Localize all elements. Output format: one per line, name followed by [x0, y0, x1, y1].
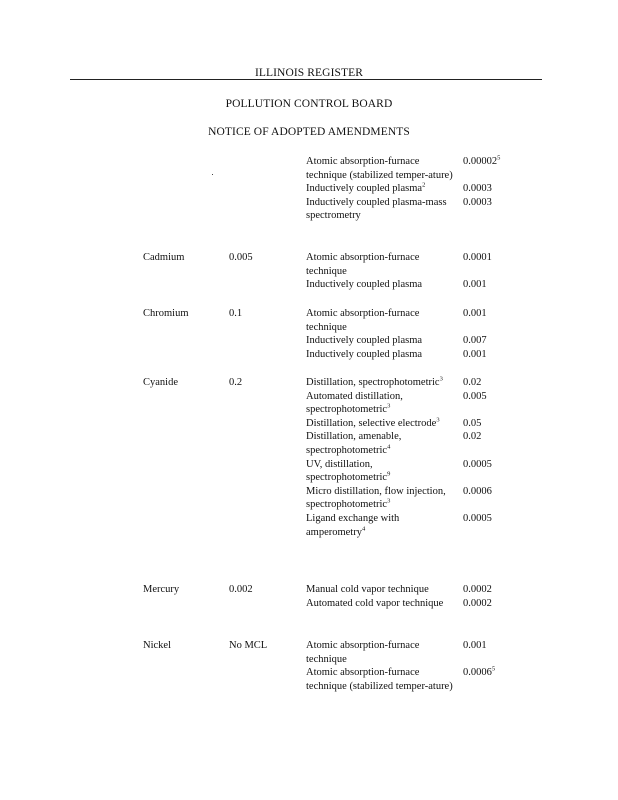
detection-limit-text: 0.001	[463, 348, 487, 360]
detection-limit	[463, 583, 543, 597]
footnote-marker: 5	[491, 665, 496, 673]
mcl-value: 0.1	[229, 308, 243, 319]
method-name-text: Ligand exchange with amperometry	[306, 512, 400, 538]
detection-limit	[463, 348, 543, 362]
method-name	[306, 334, 456, 348]
method-name	[306, 639, 456, 666]
method-entry	[306, 417, 606, 431]
method-name-text: Manual cold vapor technique	[306, 584, 429, 595]
notice-title: NOTICE OF ADOPTED AMENDMENTS	[208, 126, 410, 138]
method-name	[306, 376, 456, 390]
detection-limit-text: 0.001	[463, 308, 487, 319]
method-entry	[306, 196, 606, 223]
header-divider	[70, 79, 542, 80]
method-name	[306, 512, 456, 539]
footnote-marker: 3	[436, 416, 440, 424]
detection-limit-text: 0.0002	[463, 584, 492, 595]
detection-limit	[463, 390, 543, 404]
method-entry	[306, 182, 606, 196]
method-name-text: Atomic absorption-furnace technique	[306, 640, 420, 665]
method-name	[306, 430, 456, 457]
footnote-marker: 5	[497, 154, 501, 162]
detection-limit-text: 0.0006	[463, 667, 492, 679]
detection-limit-text: 0.001	[463, 279, 487, 291]
method-name-text: Atomic absorption-furnace technique (stabilized temper-ature)	[306, 667, 453, 692]
method-name-text: Distillation, selective electrode	[306, 417, 437, 429]
mcl-value: No MCL	[229, 640, 268, 651]
method-entry	[306, 512, 606, 539]
footnote-marker: 2	[422, 181, 426, 189]
method-entry	[306, 485, 606, 512]
method-list	[306, 639, 606, 693]
analyte-name: Mercury	[143, 584, 180, 595]
detection-limit-text: 0.005	[463, 390, 487, 402]
method-entry	[306, 307, 606, 334]
method-entry	[306, 583, 606, 597]
method-entry	[306, 666, 606, 693]
method-name	[306, 155, 456, 182]
method-entry	[306, 390, 606, 417]
footnote-marker: 3	[387, 497, 391, 505]
method-name-text: Micro distillation, flow injection, spectrophotometric	[306, 485, 446, 511]
detection-limit	[463, 196, 543, 210]
scan-speck	[212, 174, 213, 175]
detection-limit-text: 0.0002	[463, 597, 492, 609]
mcl-value: 0.2	[229, 377, 243, 388]
detection-limit	[463, 666, 543, 680]
method-name	[306, 485, 456, 512]
detection-limit-text: 0.0005	[463, 512, 492, 524]
method-name	[306, 251, 456, 278]
method-name-text: Inductively coupled plasma	[306, 279, 423, 291]
analyte-name: Nickel	[143, 640, 171, 651]
method-name	[306, 666, 456, 693]
detection-limit-text: 0.02	[463, 431, 482, 443]
detection-limit	[463, 278, 543, 292]
footnote-marker: 9	[387, 470, 391, 478]
detection-limit-text: 0.0005	[463, 458, 492, 470]
detection-limit	[463, 430, 543, 444]
method-name-text: Distillation, spectrophotometric	[306, 377, 440, 388]
detection-limit	[463, 458, 543, 472]
board-title: POLLUTION CONTROL BOARD	[225, 98, 393, 110]
method-name-text: Inductively coupled plasma	[306, 183, 423, 195]
method-entry	[306, 155, 606, 182]
method-list	[306, 155, 606, 223]
footnote-marker: 4	[361, 525, 366, 533]
method-name	[306, 307, 456, 334]
method-list	[306, 307, 606, 361]
detection-limit	[463, 485, 543, 499]
method-name	[306, 417, 456, 431]
method-name-text: UV, distillation, spectrophotometric	[306, 458, 388, 484]
analyte-name: Cyanide	[143, 377, 178, 388]
method-name-text: Inductively coupled plasma	[306, 335, 423, 347]
detection-limit	[463, 376, 543, 390]
footnote-marker: 3	[387, 402, 391, 410]
method-name-text: Atomic absorption-furnace technique (stabilized temper-ature)	[306, 156, 453, 181]
mcl-value: 0.005	[229, 252, 253, 263]
method-entry	[306, 348, 606, 362]
detection-limit	[463, 597, 543, 611]
detection-limit-text: 0.001	[463, 640, 487, 651]
method-list	[306, 376, 606, 539]
method-entry	[306, 430, 606, 457]
detection-limit-text: 0.02	[463, 377, 482, 388]
detection-limit	[463, 155, 543, 169]
method-name	[306, 458, 456, 485]
detection-limit-text: 0.05	[463, 417, 482, 429]
method-name	[306, 278, 456, 292]
method-name	[306, 583, 456, 597]
method-name-text: Atomic absorption-furnace technique	[306, 252, 420, 277]
method-name-text: Automated cold vapor technique	[306, 597, 444, 609]
method-name-text: Automated distillation, spectrophotometric	[306, 390, 403, 416]
method-name-text: Inductively coupled plasma	[306, 348, 423, 360]
detection-limit	[463, 251, 543, 265]
footnote-marker: 3	[439, 375, 443, 383]
detection-limit	[463, 334, 543, 348]
method-entry	[306, 376, 606, 390]
method-list	[306, 251, 606, 292]
detection-limit-text: 0.0001	[463, 252, 492, 263]
mcl-value: 0.002	[229, 584, 253, 595]
method-name	[306, 196, 456, 223]
method-name-text: Inductively coupled plasma-mass spectrometry	[306, 196, 447, 222]
detection-limit	[463, 307, 543, 321]
detection-limit-text: 0.007	[463, 335, 487, 347]
method-entry	[306, 251, 606, 278]
register-title: ILLINOIS REGISTER	[254, 67, 364, 79]
detection-limit-text: 0.00002	[463, 156, 498, 167]
method-entry	[306, 334, 606, 348]
method-name	[306, 597, 456, 611]
detection-limit-text: 0.0006	[463, 485, 492, 497]
method-entry	[306, 597, 606, 611]
analyte-name: Chromium	[143, 308, 189, 319]
method-entry	[306, 278, 606, 292]
detection-limit-text: 0.0003	[463, 183, 492, 195]
method-name	[306, 390, 456, 417]
method-name	[306, 182, 456, 196]
method-entry	[306, 458, 606, 485]
detection-limit-text: 0.0003	[463, 196, 492, 208]
method-name	[306, 348, 456, 362]
method-list	[306, 583, 606, 610]
analyte-name: Cadmium	[143, 252, 185, 263]
detection-limit	[463, 417, 543, 431]
method-entry	[306, 639, 606, 666]
detection-limit	[463, 639, 543, 653]
detection-limit	[463, 512, 543, 526]
detection-limit	[463, 182, 543, 196]
method-name-text: Atomic absorption-furnace technique	[306, 308, 420, 333]
method-name-text: Distillation, amenable, spectrophotometric	[306, 431, 402, 456]
footnote-marker: 4	[387, 443, 391, 451]
